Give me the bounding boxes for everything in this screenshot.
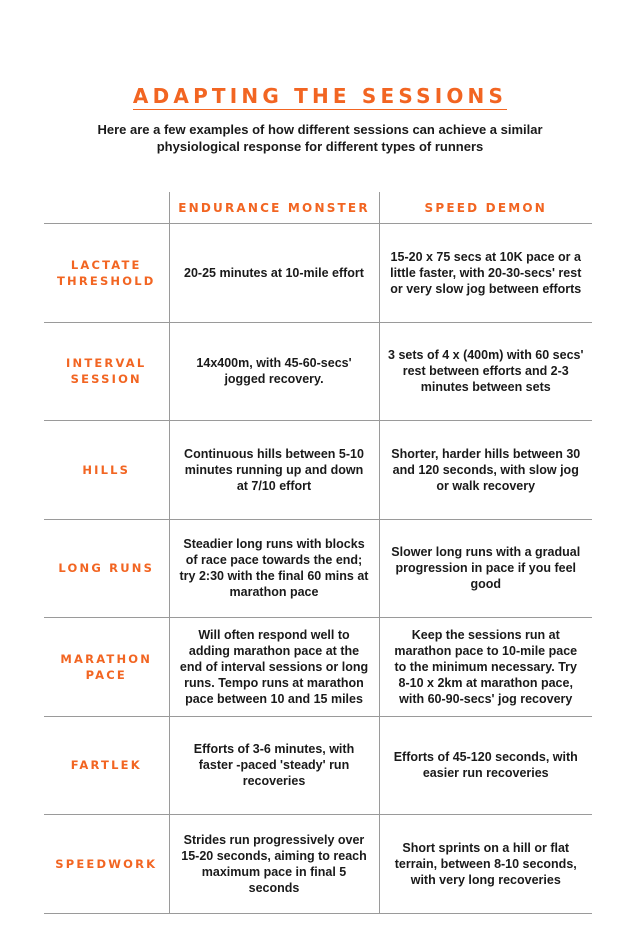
page-subtitle: Here are a few examples of how different sessions can achieve a similar physiological response for different types of runners	[97, 122, 543, 154]
session-name-line: PACE	[85, 667, 127, 682]
endurance-cell: Steadier long runs with blocks of race pace towards the end; try 2:30 with the final 60 mins at marathon pace	[169, 519, 379, 618]
speed-cell: Slower long runs with a gradual progression in pace if you feel good	[379, 519, 592, 618]
session-name-line: LONG RUNS	[58, 561, 155, 576]
table-row	[44, 322, 592, 421]
table-row	[44, 224, 592, 323]
session-name	[44, 421, 169, 520]
table-row	[44, 716, 592, 815]
session-name	[44, 224, 169, 323]
table-row	[44, 815, 592, 914]
session-name-line: THRESHOLD	[56, 273, 156, 288]
session-name-line: SESSION	[70, 372, 142, 387]
speed-cell: Efforts of 45-120 seconds, with easier run recoveries	[379, 716, 592, 815]
session-name-line: LACTATE	[70, 257, 142, 272]
session-name	[44, 815, 169, 914]
speed-cell: 15-20 x 75 secs at 10K pace or a little faster, with 20-30-secs' rest or very slow jog between efforts	[379, 224, 592, 323]
session-name-line: FARTLEK	[70, 758, 142, 773]
table-header-corner	[44, 192, 169, 224]
endurance-cell: Efforts of 3-6 minutes, with faster -paced 'steady' run recoveries	[169, 716, 379, 815]
sessions-table	[44, 192, 592, 914]
session-name	[44, 618, 169, 717]
session-name	[44, 519, 169, 618]
speed-cell: Short sprints on a hill or flat terrain, between 8-10 seconds, with very long recoveries	[379, 815, 592, 914]
endurance-cell: Will often respond well to adding marathon pace at the end of interval sessions or long runs. Tempo runs at marathon pace between 10 and 15 miles	[169, 618, 379, 717]
table-row	[44, 618, 592, 717]
speed-cell: Shorter, harder hills between 30 and 120 seconds, with slow jog or walk recovery	[379, 421, 592, 520]
endurance-cell: Continuous hills between 5-10 minutes running up and down at 7/10 effort	[169, 421, 379, 520]
session-name-line: HILLS	[82, 462, 131, 477]
column-header-speed: SPEED DEMON	[379, 192, 592, 224]
column-header-endurance: ENDURANCE MONSTER	[169, 192, 379, 224]
session-name-line: INTERVAL	[66, 356, 147, 371]
endurance-cell: 14x400m, with 45-60-secs' jogged recovery.	[169, 322, 379, 421]
speed-cell: 3 sets of 4 x (400m) with 60 secs' rest between efforts and 2-3 minutes between sets	[379, 322, 592, 421]
table-header-row	[44, 192, 592, 224]
session-name-line: SPEEDWORK	[55, 856, 158, 871]
table-row	[44, 519, 592, 618]
page-title-text: ADAPTING THE SESSIONS	[132, 84, 508, 108]
session-name	[44, 716, 169, 815]
endurance-cell: 20-25 minutes at 10-mile effort	[169, 224, 379, 323]
table-row	[44, 421, 592, 520]
speed-cell: Keep the sessions run at marathon pace to 10-mile pace to the minimum necessary. Try 8-10 x 2km at marathon pace, with 60-90-secs' jog recovery	[379, 618, 592, 717]
session-name	[44, 322, 169, 421]
endurance-cell: Strides run progressively over 15-20 seconds, aiming to reach maximum pace in final 5 seconds	[169, 815, 379, 914]
session-name-line: MARATHON	[60, 651, 153, 666]
page-title	[0, 84, 640, 110]
